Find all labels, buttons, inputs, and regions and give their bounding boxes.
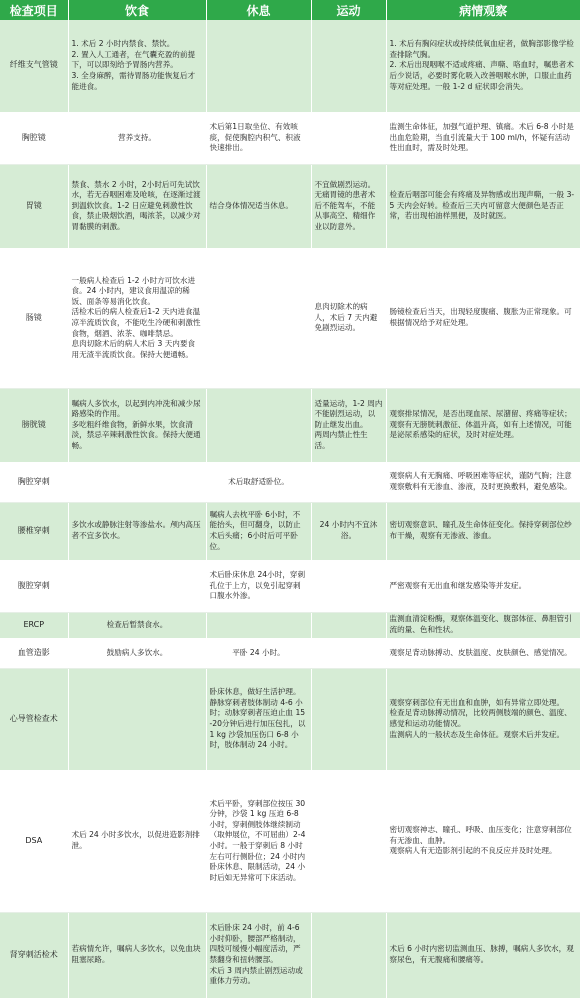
exercise-cell <box>311 770 386 912</box>
rest-cell: 术后卧床 24 小时，前 4-6 小时仰卧，腰部严格制动，四肢可缓慢小幅度活动，严禁翻身和扭转腰部。 术后 3 周内禁止剧烈运动或重体力劳动。 <box>206 912 311 998</box>
table-row <box>0 502 580 560</box>
observation-cell: 观察病人有无胸痛、呼吸困难等症状，谨防气胸；注意观察敷料有无渗血、渗液，及时更换敷料，避免感染。 <box>386 462 580 502</box>
exam-name: 心导管检查术 <box>0 668 68 770</box>
exercise-cell <box>311 112 386 164</box>
table-row <box>0 770 580 912</box>
diet-cell: 营养支持。 <box>68 112 206 164</box>
rest-cell <box>206 612 311 638</box>
observation-cell: 观察足背动脉搏动、皮肤温度、皮肤颜色、感觉情况。 <box>386 638 580 668</box>
diet-cell: 若病情允许，嘱病人多饮水，以免血块阻塞尿路。 <box>68 912 206 998</box>
observation-cell: 观察排尿情况，是否出现血尿、尿潴留、疼痛等症状；观察有无膀胱刺激征、体温升高，如有上述情况，可能是泌尿系感染的症状，及时对症处理。 <box>386 388 580 462</box>
rest-cell: 术后第1日取坐位、有效咳痰，促使胸腔内积气、积液快速排出。 <box>206 112 311 164</box>
exam-name: 膀胱镜 <box>0 388 68 462</box>
observation-cell: 密切观察意识、瞳孔及生命体征变化。保持穿刺部位纱布干燥，观察有无渗液、渗血。 <box>386 502 580 560</box>
observation-cell: 监测血清淀粉酶，观察体温变化、腹部体征、鼻胆管引流的量、色和性状。 <box>386 612 580 638</box>
diet-cell: 禁食、禁水 2 小时，2小时后可先试饮水，若无吞咽困难及呛咳，在逐渐过渡到温软饮食。1-2 日应避免刺激性饮食，禁止吸烟饮酒，喝浓茶，以减少对胃黏膜的刺激。 <box>68 164 206 248</box>
exam-name: 肠镜 <box>0 248 68 388</box>
exam-name: DSA <box>0 770 68 912</box>
exercise-cell <box>311 638 386 668</box>
rest-cell: 嘱病人去枕平卧 6小时，不能抬头，但可翻身，以防止术后头痛；6小时后可平卧位。 <box>206 502 311 560</box>
diet-cell: 鼓励病人多饮水。 <box>68 638 206 668</box>
observation-cell: 密切观察神志、瞳孔、呼吸、血压变化；注意穿刺部位有无渗血、血肿。 观察病人有无造影剂引起的不良反应并及时处理。 <box>386 770 580 912</box>
exam-name: 肾穿刺活检术 <box>0 912 68 998</box>
exercise-cell: 不宜做剧烈运动。无痛胃镜的患者术后不能驾车，不能从事高空、精细作业以防意外。 <box>311 164 386 248</box>
exam-name: 胸腔镜 <box>0 112 68 164</box>
diet-cell: 1. 术后 2 小时内禁食、禁饮。 2. 置入人工通者，在气囊充盈的前提下，可以即刻给予胃肠内营养。 3. 全身麻醉，需待胃肠功能恢复后才能进食。 <box>68 20 206 112</box>
header-diet: 饮食 <box>68 0 206 20</box>
rest-cell: 术后平卧，穿刺部位按压 30 分钟，沙袋 1 kg 压迫 6-8 小时，穿刺侧肢体继续制动（取伸展位，不可屈曲）2-4 小时。一般于穿刺后 8 小时左右可行侧卧位；24 小时内卧床休息、限制活动，24 小时后如无异常可下床活动。 <box>206 770 311 912</box>
diet-cell <box>68 462 206 502</box>
diet-cell: 检查后暂禁食水。 <box>68 612 206 638</box>
exercise-cell <box>311 462 386 502</box>
header-exercise: 运动 <box>311 0 386 20</box>
diet-cell: 嘱病人多饮水，以起到内冲洗和减少尿路感染的作用。 多吃粗纤维食物，新鲜水果，饮食清淡，禁忌辛辣刺激性饮食。保持大便通畅。 <box>68 388 206 462</box>
table-row <box>0 112 580 164</box>
diet-cell <box>68 668 206 770</box>
table-row <box>0 388 580 462</box>
table-row <box>0 912 580 998</box>
rest-cell: 卧床休息，做好生活护理。静脉穿刺者肢体制动 4-6 小时；动脉穿刺者压迫止血 15-20分钟后进行加压包扎，以 1 kg 沙袋加压伤口 6-8 小时，肢体制动 24 小时。 <box>206 668 311 770</box>
table-row <box>0 612 580 638</box>
diet-cell: 一般病人检查后 1-2 小时方可饮水进食。24 小时内，建议食用温凉的稀饭、面条等易消化饮食。 活检术后的病人检查后1-2 天内进食温凉半流质饮食，不能吃生冷硬和刺激性食物，烟酒、浓茶、咖啡禁忌。 息肉切除术后的病人术后 3 天内要食用无渣半流质饮食。保持大便通畅。 <box>68 248 206 388</box>
observation-cell: 监测生命体征，加强气道护理、镇痛。术后 6-8 小时是出血危险期，当血引流量大于 100 ml/h，怀疑有活动性出血时，需及时处理。 <box>386 112 580 164</box>
exercise-cell <box>311 912 386 998</box>
observation-cell: 检查后咽部可能会有疼痛及异物感或出现声嘶，一般 3-5 天内会好转。检查后三天内可留意大便颜色是否正常，若出现柏油样黑便，及时就医。 <box>386 164 580 248</box>
rest-cell <box>206 20 311 112</box>
exercise-cell <box>311 612 386 638</box>
rest-cell <box>206 248 311 388</box>
rest-cell <box>206 388 311 462</box>
header-row <box>0 0 580 20</box>
exercise-cell: 息肉切除术的病人，术后 7 天内避免剧烈运动。 <box>311 248 386 388</box>
exam-name: 腰椎穿刺 <box>0 502 68 560</box>
table-row <box>0 20 580 112</box>
table-row <box>0 462 580 502</box>
exam-name: 纤维支气管镜 <box>0 20 68 112</box>
rest-cell: 结合身体情况适当休息。 <box>206 164 311 248</box>
diet-cell <box>68 560 206 612</box>
table-row <box>0 668 580 770</box>
exam-name: ERCP <box>0 612 68 638</box>
diet-cell: 术后 24 小时多饮水，以促进造影剂排泄。 <box>68 770 206 912</box>
observation-cell: 观察穿刺部位有无出血和血肿，如有异常立即处理。 检查足背动脉搏动情况，比较两侧肢端的颜色、温度、感觉和运动功能情况。 监测病人的一般状态及生命体征。观察术后并发症。 <box>386 668 580 770</box>
table-row <box>0 560 580 612</box>
header-observation: 病情观察 <box>386 0 580 20</box>
rest-cell: 术后取舒适卧位。 <box>206 462 311 502</box>
rest-cell: 术后卧床休息 24小时，穿刺孔位于上方，以免引起穿刺口腹水外渗。 <box>206 560 311 612</box>
exercise-cell: 24 小时内不宜沐浴。 <box>311 502 386 560</box>
observation-cell: 肠镜检查后当天，出现轻度腹痛、腹胀为正常现象。可根据情况给予对症处理。 <box>386 248 580 388</box>
diet-cell: 多饮水或静脉注射等渗盐水。颅内高压者不宜多饮水。 <box>68 502 206 560</box>
exam-name: 腹腔穿刺 <box>0 560 68 612</box>
exam-name: 胸腔穿刺 <box>0 462 68 502</box>
exam-name: 血管造影 <box>0 638 68 668</box>
exercise-cell <box>311 20 386 112</box>
exercise-cell <box>311 668 386 770</box>
exercise-cell: 适量运动，1-2 周内不能剧烈运动，以防止继发出血。 两周内禁止性生活。 <box>311 388 386 462</box>
observation-cell: 1. 术后有胸闷症状或持续低氧血症者，做胸部影像学检查排除气胸。 2. 术后出现咽喉不适或疼痛、声嘶、咯血时，嘱患者术后少说话，必要时雾化吸入改善咽喉水肿，口服止血药等对症处理。一般 1-2 d 症状即会消失。 <box>386 20 580 112</box>
header-exam-item: 检查项目 <box>0 0 68 20</box>
table-row <box>0 248 580 388</box>
exercise-cell <box>311 560 386 612</box>
observation-cell: 术后 6 小时内密切监测血压、脉搏，嘱病人多饮水，观察尿色，有无腹痛和腰痛等。 <box>386 912 580 998</box>
table-row <box>0 164 580 248</box>
exam-name: 胃镜 <box>0 164 68 248</box>
rest-cell: 平卧 24 小时。 <box>206 638 311 668</box>
header-rest: 休息 <box>206 0 311 20</box>
observation-cell: 严密观察有无出血和继发感染等并发症。 <box>386 560 580 612</box>
table-row <box>0 638 580 668</box>
